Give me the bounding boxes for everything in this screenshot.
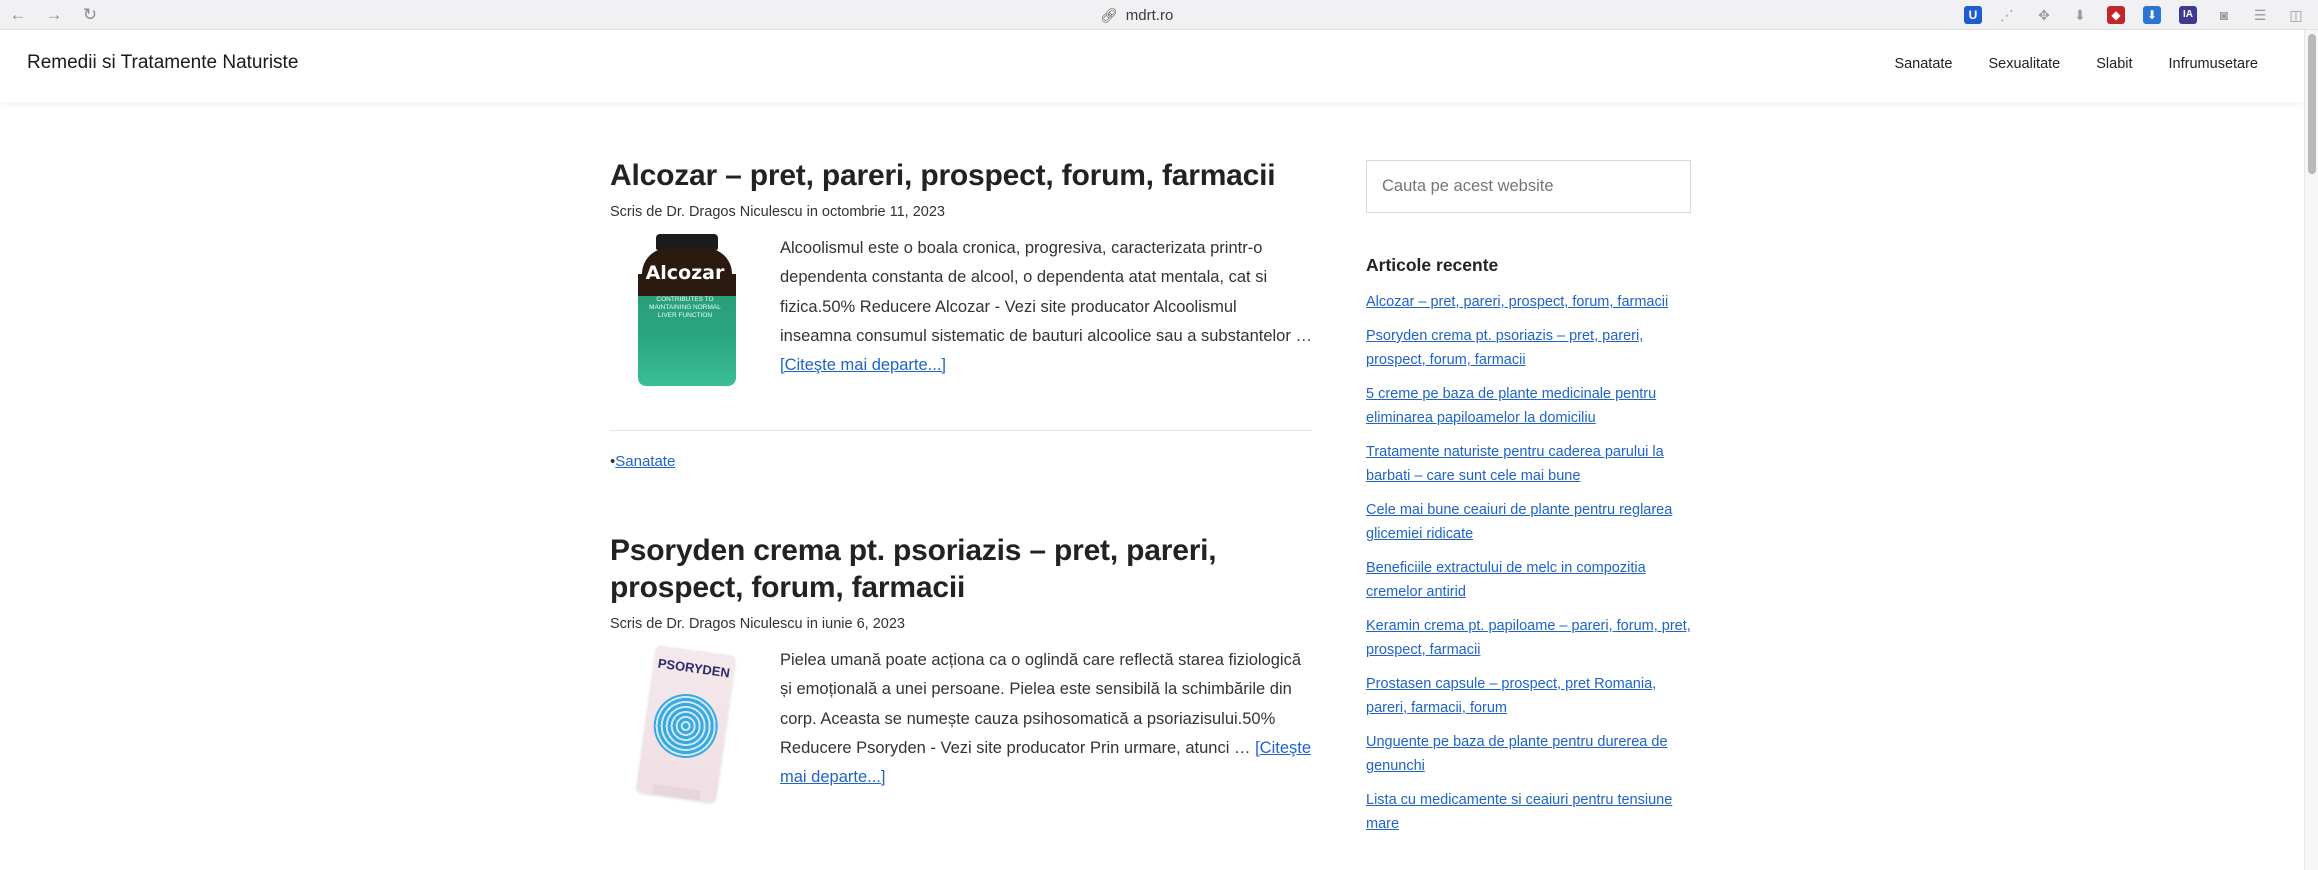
list-item bbox=[1366, 324, 1691, 372]
search-input[interactable] bbox=[1366, 160, 1691, 213]
list-item bbox=[1366, 382, 1691, 430]
list-item bbox=[1366, 730, 1691, 778]
list-item bbox=[1366, 788, 1691, 836]
site-title[interactable]: Remedii si Tratamente Naturiste bbox=[27, 52, 299, 73]
post-excerpt bbox=[780, 646, 1312, 798]
recent-post-link[interactable]: Beneficiile extractului de melc in compozitia cremelor antirid bbox=[1366, 560, 1646, 600]
read-more-link[interactable]: [Citeşte mai departe...] bbox=[780, 738, 1311, 787]
extension-icon[interactable]: ⋰ bbox=[2000, 7, 2014, 23]
scrollbar-thumb[interactable] bbox=[2308, 34, 2316, 174]
list-item bbox=[1366, 498, 1691, 546]
category-bullet: • bbox=[610, 453, 616, 470]
page-scrollbar[interactable] bbox=[2304, 30, 2318, 870]
post-body bbox=[610, 234, 1312, 386]
recent-post-link[interactable]: Prostasen capsule – prospect, pret Romania, pareri, farmacii, forum bbox=[1366, 676, 1657, 716]
nav-item-sexualitate[interactable]: Sexualitate bbox=[1988, 56, 2061, 72]
post-psoryden bbox=[610, 532, 1312, 798]
arrow-right-icon[interactable]: → bbox=[45, 5, 63, 24]
post-title[interactable]: Alcozar – pret, pareri, prospect, forum, farmacii bbox=[610, 159, 1276, 192]
save-extension-icon[interactable]: ⬇ bbox=[2143, 6, 2161, 24]
post-alcozar bbox=[610, 157, 1312, 470]
recent-post-link[interactable]: Cele mai bune ceaiuri de plante pentru reglarea glicemiei ridicate bbox=[1366, 502, 1673, 542]
main-nav bbox=[1894, 56, 2258, 72]
arrow-left-icon[interactable]: ← bbox=[9, 5, 27, 24]
list-item bbox=[1366, 672, 1691, 720]
post-categories bbox=[610, 453, 1312, 470]
nav-item-sanatate[interactable]: Sanatate bbox=[1894, 56, 1953, 72]
excerpt-text: Pielea umană poate acționa ca o oglindă care reflectă starea fiziologică și emoțională a unei persoane. Pielea este sensibilă la schimbările din corp. Aceasta se numește cauza psihosomatică a psoriazisului.50% Reducere Psoryden - Vezi site producator Prin urmare, atunci … bbox=[780, 651, 1301, 757]
post-body bbox=[610, 646, 1312, 798]
recent-post-link[interactable]: 5 creme pe baza de plante medicinale pentru eliminarea papiloamelor la domiciliu bbox=[1366, 386, 1657, 426]
read-more-link[interactable]: [Citeşte mai departe...] bbox=[780, 356, 946, 375]
sidebar bbox=[1366, 160, 1691, 846]
category-link-sanatate[interactable]: Sanatate bbox=[615, 453, 676, 470]
recent-post-link[interactable]: Keramin crema pt. papiloame – pareri, forum, pret, prospect, farmacii bbox=[1366, 618, 1691, 658]
recent-post-link[interactable]: Alcozar – pret, pareri, prospect, forum, farmacii bbox=[1366, 294, 1669, 310]
post-excerpt bbox=[780, 234, 1312, 386]
crosshair-extension-icon[interactable]: ✥ bbox=[2038, 7, 2050, 23]
bitwarden-extension-icon[interactable]: U bbox=[1964, 6, 1982, 24]
link-icon: 🔗︎ bbox=[1100, 6, 1118, 23]
ublock-extension-icon[interactable]: ◆ bbox=[2107, 6, 2125, 24]
address-bar[interactable] bbox=[1100, 4, 1220, 26]
recent-post-link[interactable]: Tratamente naturiste pentru caderea parului la barbati – care sunt cele mai bune bbox=[1366, 444, 1664, 484]
post-meta: Scris de Dr. Dragos Niculescu in octombrie 11, 2023 bbox=[610, 204, 945, 220]
recent-posts-list bbox=[1366, 290, 1691, 836]
product-sublabel: CONTRIBUTES TO MAINTAINING NORMAL LIVER FUNCTION bbox=[649, 296, 721, 319]
list-item bbox=[1366, 440, 1691, 488]
list-item bbox=[1366, 614, 1691, 662]
nav-item-infrumusetare[interactable]: Infrumusetare bbox=[2168, 56, 2258, 72]
recent-post-link[interactable]: Unguente pe baza de plante pentru durerea de genunchi bbox=[1366, 734, 1668, 774]
list-item bbox=[1366, 290, 1691, 314]
reader-view-icon[interactable]: ☰ bbox=[2253, 7, 2267, 23]
ia-extension-icon[interactable]: IA bbox=[2179, 6, 2197, 24]
url-text: mdrt.ro bbox=[1125, 6, 1174, 24]
post-title[interactable]: Psoryden crema pt. psoriazis – pret, pareri, prospect, forum, farmacii bbox=[610, 534, 1217, 604]
recent-posts-title: Articole recente bbox=[1366, 255, 1499, 275]
camera-icon[interactable]: ◙ bbox=[2219, 7, 2229, 23]
recent-post-link[interactable]: Lista cu medicamente si ceaiuri pentru tensiune mare bbox=[1366, 792, 1673, 832]
post-thumbnail[interactable] bbox=[610, 234, 780, 386]
post-meta: Scris de Dr. Dragos Niculescu in iunie 6, 2023 bbox=[610, 616, 905, 632]
product-label: PSORYDEN bbox=[656, 655, 731, 681]
download-icon[interactable]: ⬇ bbox=[2074, 7, 2086, 23]
psoryden-tube-image bbox=[636, 646, 736, 798]
nav-item-slabit[interactable]: Slabit bbox=[2096, 56, 2133, 72]
recent-post-link[interactable]: Psoryden crema pt. psoriazis – pret, pareri, prospect, forum, farmacii bbox=[1366, 328, 1644, 368]
excerpt-text: Alcoolismul este o boala cronica, progresiva, caracterizata printr-o dependenta constanta de alcool, o dependenta atat mentala, cat si fizica.50% Reducere Alcozar - Vezi site producator Alcoolismul inseamna consumul sistematic de bauturi alcoolice sau a substantelor … bbox=[780, 239, 1312, 345]
product-label: Alcozar bbox=[645, 262, 725, 284]
list-item bbox=[1366, 556, 1691, 604]
divider bbox=[610, 430, 1312, 431]
sidebar-toggle-icon[interactable]: ◫ bbox=[2289, 7, 2303, 23]
alcozar-bottle-image bbox=[636, 234, 738, 386]
post-thumbnail[interactable] bbox=[610, 646, 780, 798]
browser-toolbar bbox=[0, 0, 2318, 30]
site-header bbox=[0, 30, 2304, 102]
main-content bbox=[610, 102, 1312, 798]
reload-icon[interactable]: ↻ bbox=[82, 5, 98, 24]
